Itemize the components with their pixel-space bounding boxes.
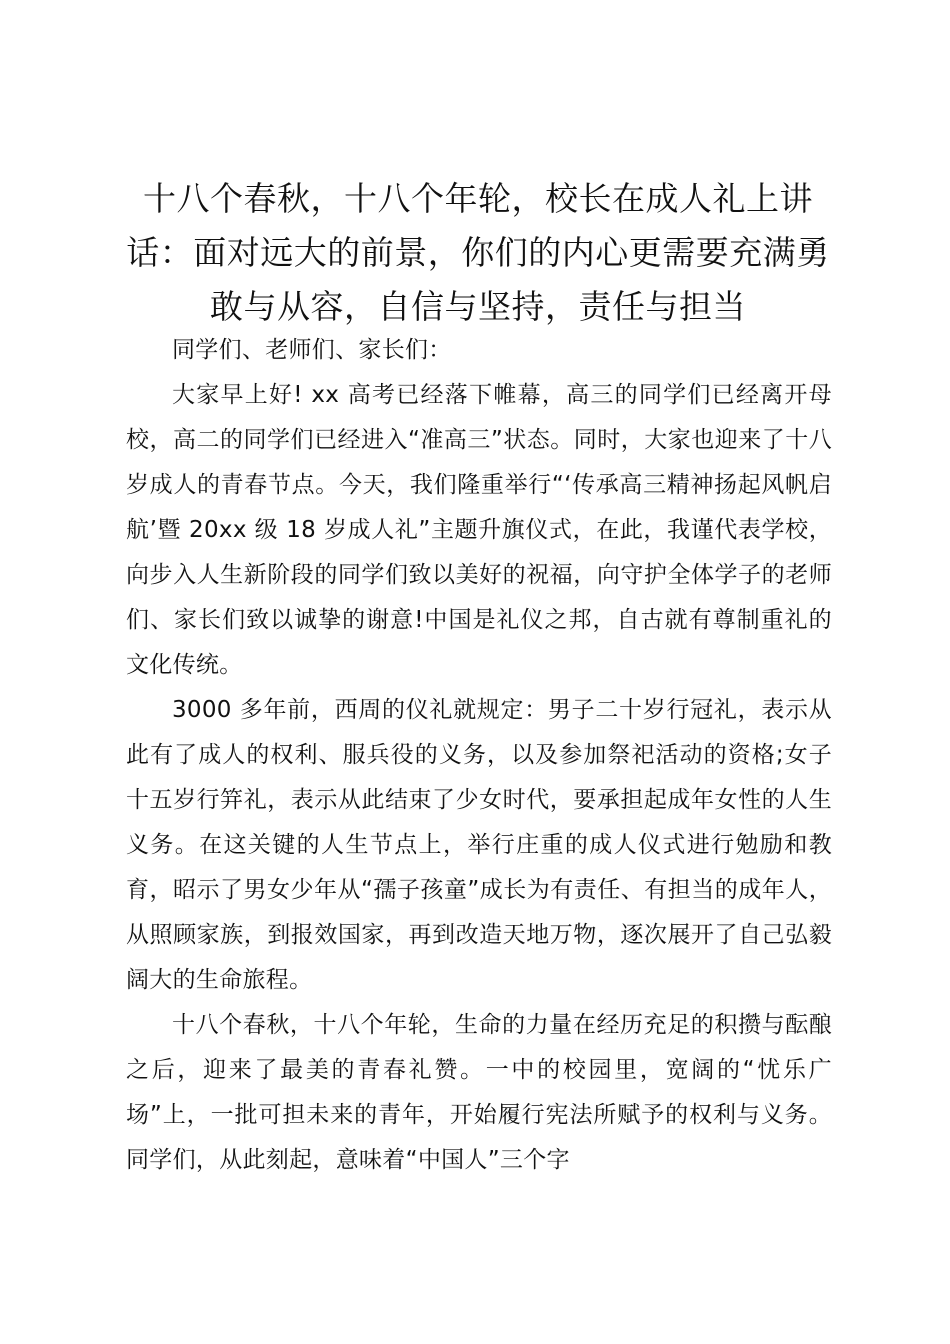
paragraph: 大家早上好! xx 高考已经落下帷幕，高三的同学们已经离开母校，高二的同学们已经进入“准高三”状态。同时，大家也迎来了十八岁成人的青春节点。今天，我们隆重举行“‘传承高三精神扬起风帆启航’暨 20xx 级 18 岁成人礼”主题升旗仪式，在此，我谨代表学校，向步入人生新阶段的同学们致以美好的祝福，向守护全体学子的老师们、家长们致以诚挚的谢意!中国是礼仪之邦，自古就有尊制重礼的文化传统。	[126, 382, 832, 678]
paragraph: 3000 多年前，西周的仪礼就规定：男子二十岁行冠礼，表示从此有了成人的权利、服兵役的义务，以及参加祭祀活动的资格;女子十五岁行笄礼，表示从此结束了少女时代，要承担起成年女性的人生义务。在这关键的人生节点上，举行庄重的成人仪式进行勉励和教育，昭示了男女少年从“孺子孩童”成长为有责任、有担当的成年人，从照顾家族，到报效国家，再到改造天地万物，逐次展开了自己弘毅阔大的生命旅程。	[126, 697, 832, 993]
salutation: 同学们、老师们、家长们：	[172, 337, 452, 363]
document-title: 十八个春秋，十八个年轮，校长在成人礼上讲话：面对远大的前景，你们的内心更需要充满勇敢与从容，自信与坚持，责任与担当	[126, 179, 830, 326]
document-body	[126, 328, 832, 1183]
paragraph: 十八个春秋，十八个年轮，生命的力量在经历充足的积攒与酝酿之后，迎来了最美的青春礼赞。一中的校园里，宽阔的“忧乐广场”上，一批可担未来的青年，开始履行宪法所赋予的权利与义务。同学们，从此刻起，意味着“中国人”三个字	[126, 1012, 832, 1173]
